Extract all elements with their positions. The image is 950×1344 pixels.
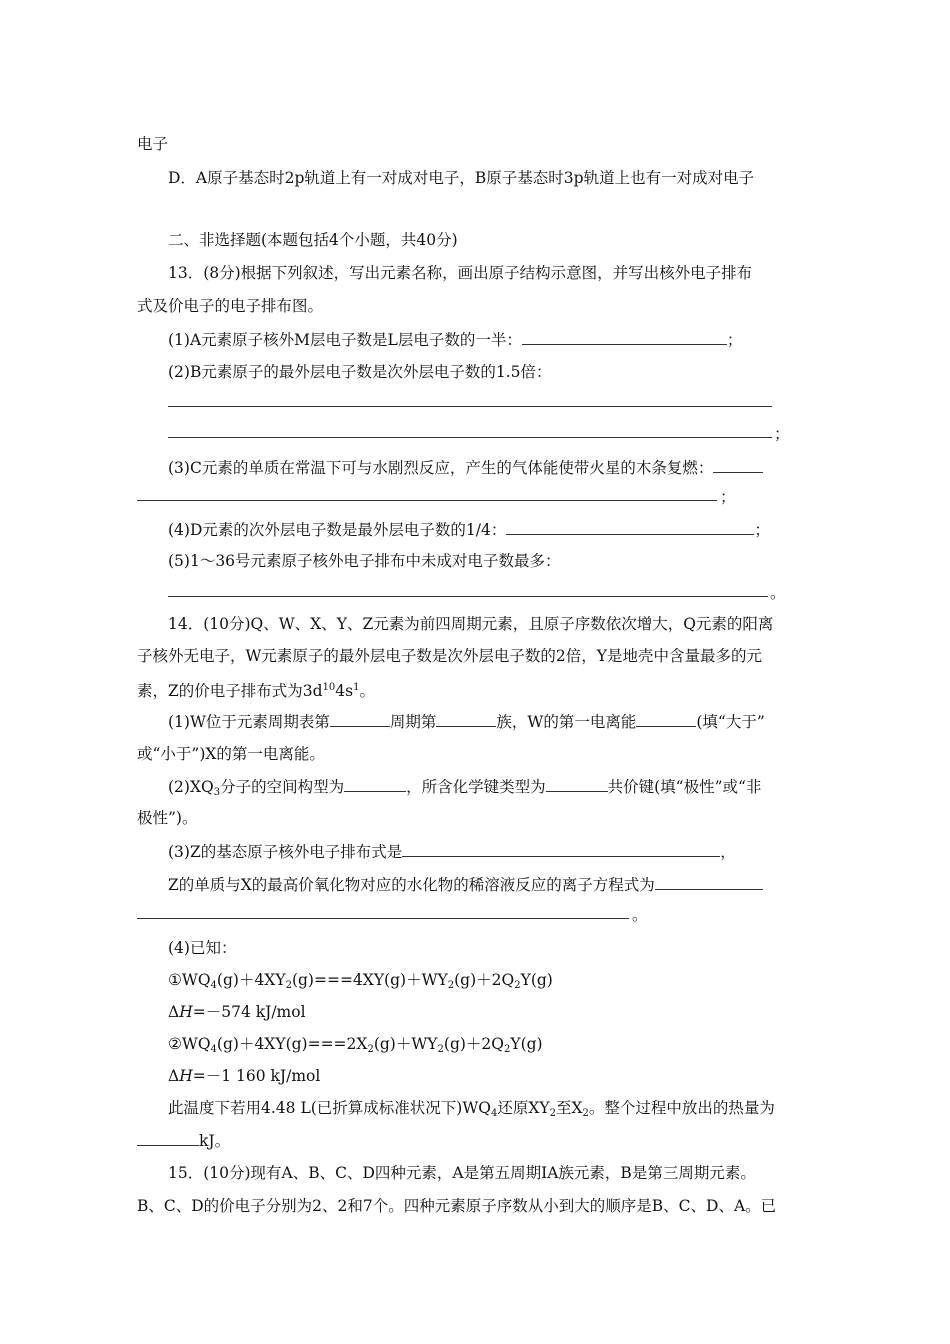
q14-part3-line2: Z的单质与X的最高价氧化物对应的水化物的稀溶液反应的离子方程式为 (168, 873, 763, 896)
q15-line2: B、C、D的价电子分别为2、2和7个。四种元素原子序数从小到大的顺序是B、C、D、A。已 (137, 1197, 777, 1215)
q13-part4: (4)D元素的次外层电子数是最外层电子数的1/4： ； (168, 518, 770, 541)
answer-blank[interactable] (655, 873, 763, 890)
answer-line[interactable] (168, 406, 772, 407)
q13-intro-line1: 13．(8分)根据下列叙述，写出元素名称，画出原子结构示意图，并写出核外电子排布 (168, 264, 753, 282)
answer-blank[interactable] (344, 775, 406, 792)
answer-line[interactable] (137, 500, 717, 501)
answer-blank[interactable] (137, 1129, 199, 1146)
q14-part1-cont: 或“小于”)X的第一电离能。 (137, 745, 325, 763)
equation-2: $②WQ_4(g)+4XY(g)===2X_2(g)+WY_2(g)+2Q_2Y(g)$ (168, 1035, 543, 1055)
q13-part3-semicolon: ； (720, 488, 736, 506)
q13-part2-semicolon: ； (774, 425, 790, 443)
answer-blank[interactable] (330, 710, 390, 727)
q14-part4-head: (4)已知： (168, 939, 237, 957)
q14-part2: $(2)XQ_3$分子的空间构型为 ，所含化学键类型为 共价键(填“极性”或“非 (168, 775, 761, 804)
q13-part2: (2)B元素原子的最外层电子数是次外层电子数的1.5倍： (168, 363, 552, 381)
q13-part1: (1)A元素原子核外M层电子数是L层电子数的一半： ； (168, 328, 742, 351)
answer-blank[interactable] (522, 328, 727, 345)
option-d: D．A原子基态时2p轨道上有一对成对电子，B原子基态时3p轨道上也有一对成对电子 (168, 169, 755, 187)
q14-part3-period: 。 (632, 906, 648, 924)
answer-line[interactable] (168, 596, 768, 597)
answer-line[interactable] (168, 437, 772, 438)
q14-intro-line2: 子核外无电子，W元素原子的最外层电子数是次外层电子数的2倍，Y是地壳中含量最多的元 (137, 647, 763, 665)
equation-1: $①WQ_4(g)+4XY_2(g)===4XY(g)+WY_2(g)+2Q_2Y(g)$ (168, 971, 553, 991)
q13-intro-line2: 式及价电子的电子排布图。 (137, 297, 324, 315)
q14-intro-line1: 14．(10分)Q、W、X、Y、Z元素为前四周期元素，且原子序数依次增大，Q元素的阳离 (168, 615, 774, 633)
q13-part5: (5)1～36号元素原子核外电子排布中未成对电子数最多： (168, 552, 561, 570)
q14-part4-answer: kJ。 (137, 1129, 230, 1152)
answer-blank[interactable] (402, 840, 720, 857)
answer-line[interactable] (137, 918, 629, 919)
answer-blank[interactable] (636, 710, 696, 727)
q14-intro-line3: 素，Z的价电子排布式为$3d^{10}4s^1$。 (137, 682, 376, 700)
q14-part3: (3)Z的基态原子核外电子排布式是 ， (168, 840, 736, 863)
q13-part3: (3)C元素的单质在常温下可与水剧烈反应，产生的气体能使带火星的木条复燃： (168, 456, 763, 479)
answer-blank[interactable] (546, 775, 608, 792)
answer-blank[interactable] (506, 518, 754, 535)
section-heading: 二、非选择题(本题包括4个小题，共40分) (168, 231, 458, 249)
q14-part4-question: 此温度下若用4.48 L(已折算成标准状况下)$WQ_4$还原$XY_2$至$X_2$。整个过程中放出的热量为 (168, 1099, 775, 1119)
q14-part2-cont: 极性”)。 (137, 809, 198, 827)
option-d-continuation: 电子 (137, 135, 169, 153)
answer-blank[interactable] (713, 456, 763, 473)
answer-blank[interactable] (436, 710, 496, 727)
q15-line1: 15．(10分)现有A、B、C、D四种元素，A是第五周期ⅠA族元素，B是第三周期元素。 (168, 1164, 756, 1182)
enthalpy-2: ΔH=－1 160 kJ/mol (168, 1067, 321, 1085)
q13-part5-period: 。 (770, 584, 786, 602)
q14-part1: (1)W位于元素周期表第 周期第 族，W的第一电离能 (填“大于” (168, 710, 765, 733)
enthalpy-1: ΔH=－574 kJ/mol (168, 1003, 306, 1021)
